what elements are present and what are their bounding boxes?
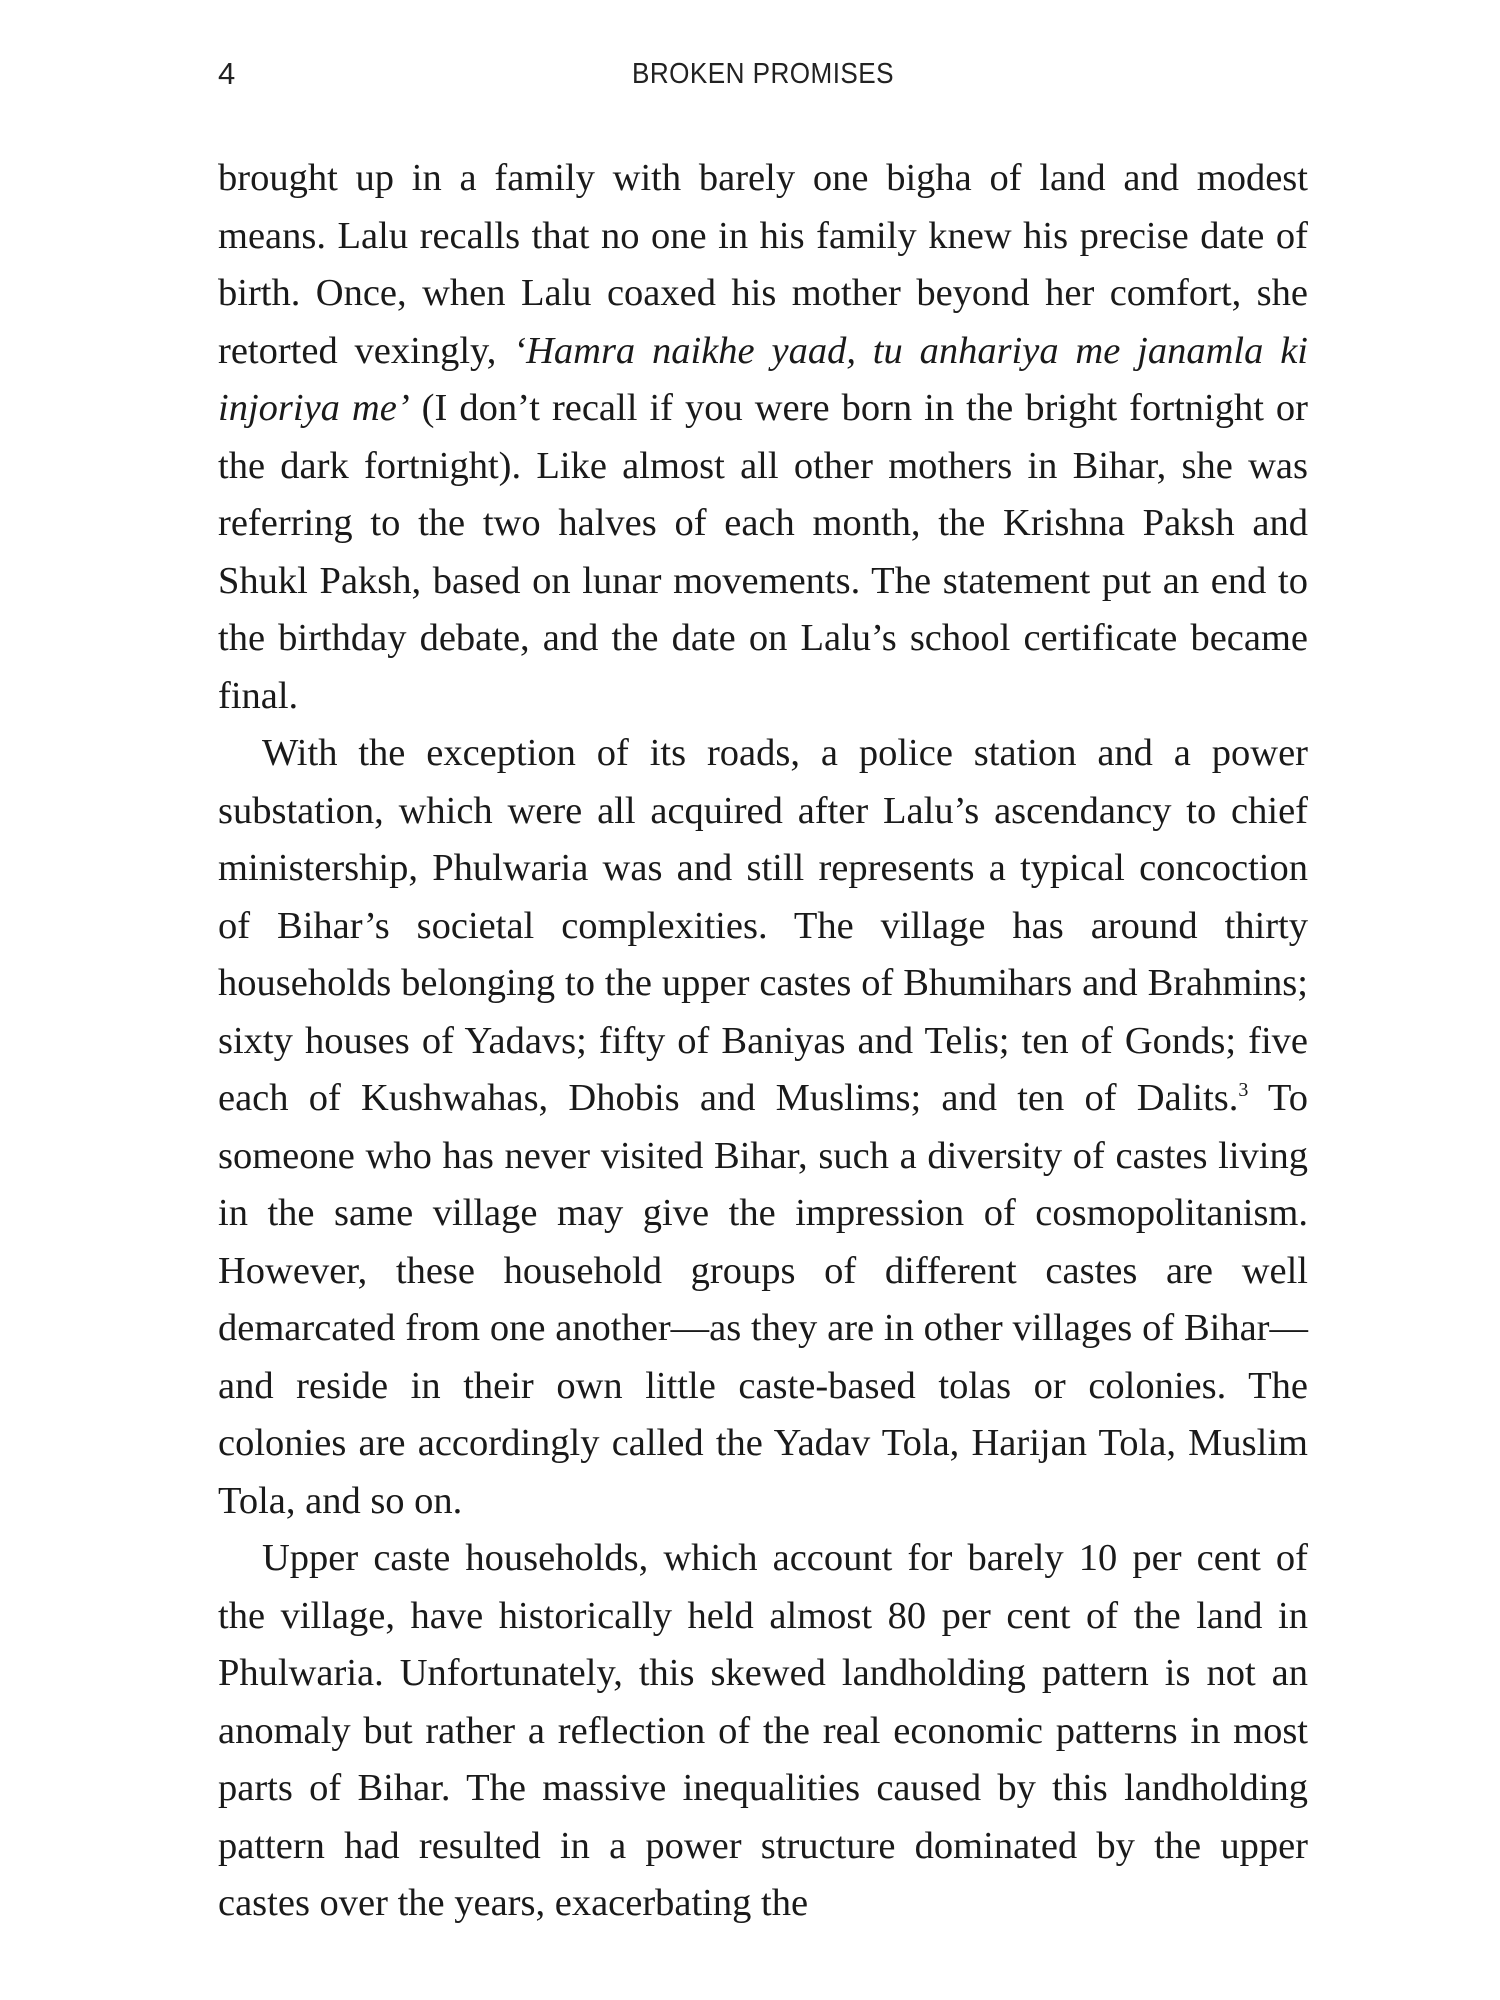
page-header [218, 52, 1308, 96]
paragraph-text: brought up in a family with barely one bigha of land and modest means. Lalu recalls that no one in his family knew his precise date of birth. Once, when Lalu coaxed his mother beyond her comfort, she retorted vexingly, [218, 157, 1308, 372]
paragraph [218, 150, 1308, 725]
paragraph-text: With the exception of its roads, a police station and a power substation, which were all acquired after Lalu’s ascendancy to chief ministership, Phulwaria was and still represents a typical concoction of Bihar’s societal complexities. The village has around thirty households belonging to the upper castes of Bhumihars and Brahmins; sixty houses of Yadavs; fifty of Baniyas and Telis; ten of Gonds; five each of Kushwahas, Dhobis and Muslims; and ten of Dalits. [218, 732, 1308, 1119]
footnote-reference[interactable]: 3 [1238, 1079, 1249, 1101]
paragraph-text: To someone who has never visited Bihar, such a diversity of castes living in the same village may give the impression of cosmopolitanism. However, these household groups of different castes are well demarcated from one another—as they are in other villages of Bihar—and reside in their own little caste-based tolas or colonies. The colonies are accordingly called the Yadav Tola, Harijan Tola, Muslim Tola, and so on. [218, 1077, 1309, 1522]
paragraph-text: Upper caste households, which account for barely 10 per cent of the village, have historically held almost 80 per cent of the land in Phulwaria. Unfortunately, this skewed landholding pattern is not an anomaly but rather a reflection of the real economic patterns in most parts of Bihar. The massive inequalities caused by this landholding pattern had resulted in a power structure dominated by the upper castes over the years, exacerbating the [218, 1537, 1308, 1924]
paragraph [218, 725, 1308, 1530]
body-text [218, 150, 1308, 1933]
paragraph [218, 1530, 1308, 1933]
bhojpuri-quote: ‘Hamra naikhe yaad, tu anhariya me janamla ki injoriya me’ [218, 329, 1308, 429]
paragraph-text: (I don’t recall if you were born in the bright fortnight or the dark fortnight). Like almost all other mothers in Bihar, she was referring to the two halves of each month, the Krishna Paksh and Shukl Paksh, based on lunar movements. The statement put an end to the birthday debate, and the date on Lalu’s school certificate became final. [218, 387, 1309, 717]
page-number: 4 [218, 56, 236, 91]
running-head: BROKEN PROMISES [631, 58, 895, 90]
